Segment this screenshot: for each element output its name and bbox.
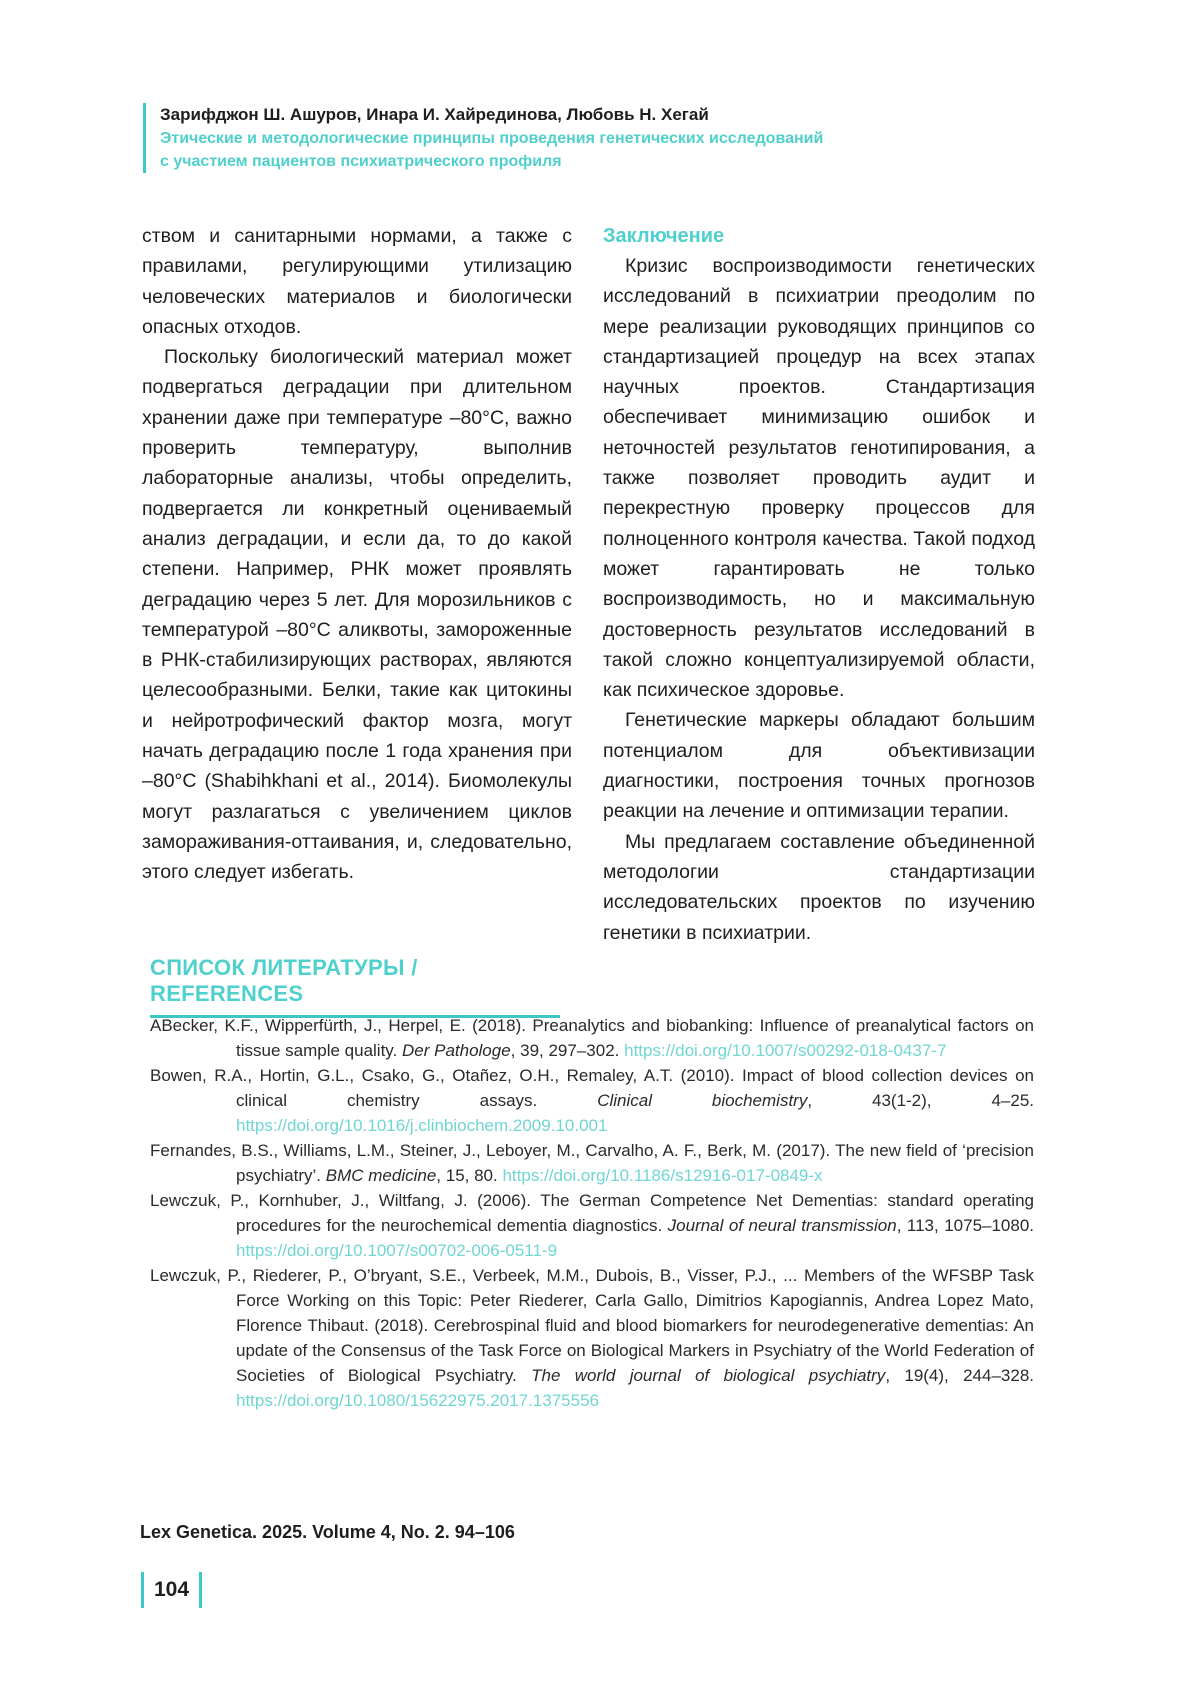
right-column xyxy=(603,221,1035,948)
running-header xyxy=(143,103,1060,173)
reference-journal: The world journal of biological psychiatry xyxy=(531,1366,886,1385)
reference-tail: , 113, 1075–1080. xyxy=(896,1216,1035,1235)
reference-tail: , 39, 297–302. xyxy=(510,1041,625,1060)
journal-footer: Lex Genetica. 2025. Volume 4, No. 2. 94–106 xyxy=(140,1522,515,1542)
reference-doi-link[interactable]: https://doi.org/10.1007/s00702-006-0511-9 xyxy=(236,1241,558,1260)
paragraph: Генетические маркеры обладают большим потенциалом для объективизации диагностики, построения точных прогнозов реакции на лечение и оптимизации терапии. xyxy=(603,709,1035,823)
header-authors: Зарифджон Ш. Ашуров, Инара И. Хайрединова, Любовь Н. Хегай xyxy=(160,105,709,124)
left-column xyxy=(142,221,572,888)
paragraph: ством и санитарными нормами, а также с правилами, регулирующими утилизацию человеческих материалов и биологически опасных отходов. xyxy=(142,225,572,338)
reference-text: Bowen, R.A., Hortin, G.L., Csako, G., Otañez, O.H., Remaley, A.T. (2010). Impact of blood collection devices on clinical chemistry assays. xyxy=(150,1066,1034,1110)
reference-tail: , 19(4), 244–328. xyxy=(885,1366,1035,1385)
reference-doi-link[interactable]: https://doi.org/10.1007/s00292-018-0437-7 xyxy=(624,1041,947,1060)
reference-journal: Clinical biochemistry xyxy=(597,1091,808,1110)
paragraph: Мы предлагаем составление объединенной методологии стандартизации исследовательских проектов по изучению генетики в психиатрии. xyxy=(603,830,1035,944)
reference-tail: , 15, 80. xyxy=(436,1166,503,1185)
reference-item xyxy=(150,1138,1034,1188)
paragraph: Поскольку биологический материал может подвергаться деградации при длительном хранении даже при температуре –80°C, важно проверить температуру, выполнив лабораторные анализы, чтобы определить, подвергается ли конкретный оцениваемый анализ деградации, и если да, то до какой степени. Например, РНК может проявлять деградацию через 5 лет. Для морозильников с температурой –80°C аликвоты, замороженные в РНК-стабилизирующих растворах, являются целесообразными. Белки, такие как цитокины и нейротрофический фактор мозга, могут начать деградацию после 1 года хранения при –80°C (Shabihkhani et al., 2014). Биомолекулы могут разлагаться с увеличением циклов замораживания-оттаивания, и, следовательно, этого следует избегать. xyxy=(142,346,572,884)
reference-list xyxy=(150,1013,1034,1413)
reference-item xyxy=(150,1013,1034,1063)
reference-text: Lewczuk, P., Riederer, P., O’bryant, S.E., Verbeek, M.M., Dubois, B., Visser, P.J., ... Members of the WFSBP Task Force Working on this Topic: Peter Riederer, Carla Gallo, Dimitrios Kapogiannis, Andrea Lopez Mato, Florence Thibaut. (2018). Cerebrospinal fluid and blood biomarkers for neurodegenerative dementias: An update of the Consensus of the Task Force on Biological Markers in Psychiatry of the World Federation of Societies of Biological Psychiatry. xyxy=(150,1266,1034,1385)
reference-doi-link[interactable]: https://doi.org/10.1016/j.clinbiochem.2009.10.001 xyxy=(236,1116,608,1135)
reference-journal: BMC medicine xyxy=(325,1166,437,1185)
paragraph: Кризис воспроизводимости генетических исследований в психиатрии преодолим по мере реализации руководящих принципов со стандартизацией процедур на всех этапах научных проектов. Стандартизация обеспечивает минимизацию ошибок и неточностей результатов генотипирования, а также позволяет проводить аудит и перекрестную проверку процессов для полноценного контроля качества. Такой подход может гарантировать не только воспроизводимость, но и максимальную достоверность результатов исследований в такой сложно концептуализируемой области, как психическое здоровье. xyxy=(603,255,1035,702)
reference-text: ABecker, K.F., Wipperfürth, J., Herpel, E. (2018). Preanalytics and biobanking: Influence of preanalytical factors on tissue sample quality. xyxy=(150,1016,1034,1060)
section-title-conclusion: Заключение xyxy=(603,225,725,247)
reference-doi-link[interactable]: https://doi.org/10.1080/15622975.2017.1375556 xyxy=(236,1391,599,1410)
page-number: 104 xyxy=(141,1572,202,1608)
header-title-line-1: Этические и методологические принципы проведения генетических исследований xyxy=(160,130,824,147)
reference-journal: Der Pathologe xyxy=(401,1041,511,1060)
reference-item xyxy=(150,1263,1034,1413)
reference-text: Lewczuk, P., Kornhuber, J., Wiltfang, J. (2006). The German Competence Net Dementias: standard operating procedures for the neurochemical dementia diagnostics. xyxy=(150,1191,1034,1235)
reference-doi-link[interactable]: https://doi.org/10.1186/s12916-017-0849-x xyxy=(502,1166,823,1185)
reference-journal: Journal of neural transmission xyxy=(667,1216,897,1235)
header-title-line-2: с участием пациентов психиатрического профиля xyxy=(160,153,562,170)
reference-item xyxy=(150,1063,1034,1138)
reference-tail: , 43(1-2), 4–25. xyxy=(807,1091,1034,1110)
reference-item xyxy=(150,1188,1034,1263)
references-heading: СПИСОК ЛИТЕРАТУРЫ / REFERENCES xyxy=(150,955,560,1018)
reference-text: Fernandes, B.S., Williams, L.M., Steiner, J., Leboyer, M., Carvalho, A. F., Berk, M. (2017). The new field of ‘precision psychiatry’. xyxy=(150,1141,1034,1185)
